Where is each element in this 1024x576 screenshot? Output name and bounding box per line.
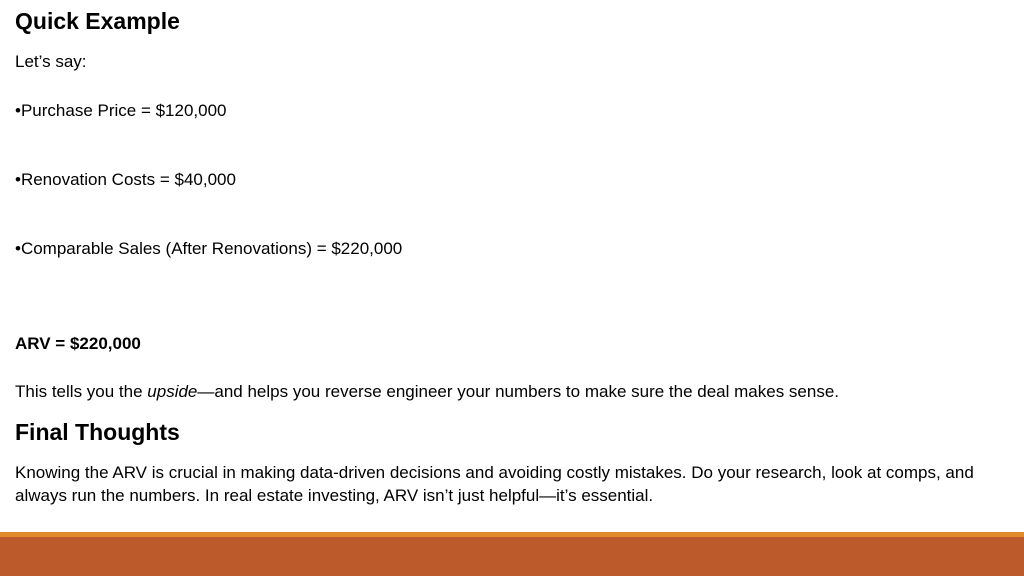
final-thoughts-paragraph: Knowing the ARV is crucial in making data-driven decisions and avoiding costly mistakes. Do your research, look at comps, and always run the numbers. In real estate investing, ARV isn’t just helpful—it’s essential. (15, 463, 974, 505)
quick-example-heading: Quick Example (15, 8, 180, 34)
bullet-purchase-price: •Purchase Price = $120,000 (15, 101, 227, 120)
upside-emphasis: upside (147, 382, 198, 401)
upside-text-after: —and helps you reverse engineer your numbers to make sure the deal makes sense. (197, 382, 840, 401)
bullet-comparable-sales: •Comparable Sales (After Renovations) = $220,000 (15, 239, 403, 258)
arv-result: ARV = $220,000 (15, 334, 141, 353)
upside-sentence (15, 381, 839, 403)
bullet-renovation-costs: •Renovation Costs = $40,000 (15, 170, 236, 189)
intro-text: Let’s say: (15, 52, 87, 71)
upside-text-before: This tells you the (15, 382, 148, 401)
footer-bar (0, 537, 1024, 576)
final-thoughts-heading: Final Thoughts (15, 419, 180, 445)
